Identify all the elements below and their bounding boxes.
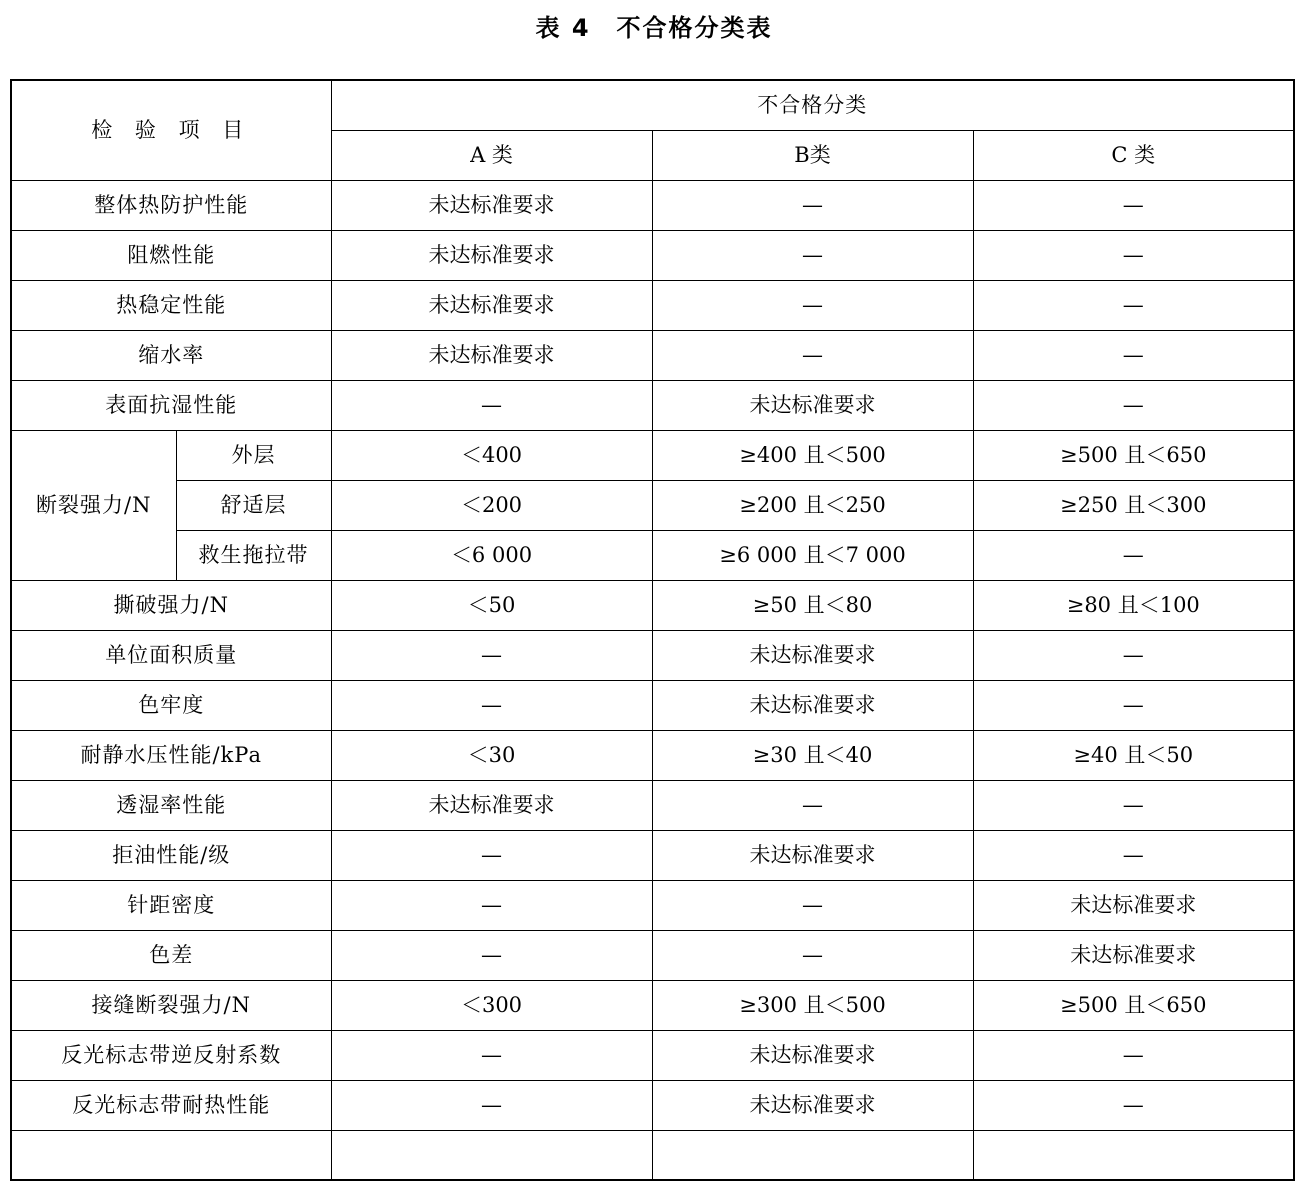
cell-class-a: ＜6 000	[331, 530, 652, 580]
cell-class-b: —	[652, 280, 973, 330]
cell-class-a: —	[331, 830, 652, 880]
cell-class-b: ≥200 且＜250	[652, 480, 973, 530]
cell-class-b	[652, 1130, 973, 1180]
row-item: 缩水率	[11, 330, 331, 380]
cell-class-c: —	[973, 330, 1294, 380]
table-row	[11, 1080, 1294, 1130]
cell-class-a: —	[331, 930, 652, 980]
row-item: 撕破强力/N	[11, 580, 331, 630]
row-item: 接缝断裂强力/N	[11, 980, 331, 1030]
table-row	[11, 330, 1294, 380]
cell-class-a: —	[331, 630, 652, 680]
cell-class-a: ＜400	[331, 430, 652, 480]
header-item: 检 验 项 目	[11, 80, 331, 180]
table-row	[11, 1130, 1294, 1180]
cell-class-b: ≥300 且＜500	[652, 980, 973, 1030]
cell-class-b: —	[652, 780, 973, 830]
row-item: 整体热防护性能	[11, 180, 331, 230]
table-row	[11, 280, 1294, 330]
cell-class-b: 未达标准要求	[652, 630, 973, 680]
cell-class-a: 未达标准要求	[331, 280, 652, 330]
header-category: 不合格分类	[331, 80, 1294, 130]
row-item: 色牢度	[11, 680, 331, 730]
cell-class-c: —	[973, 680, 1294, 730]
cell-class-b: —	[652, 330, 973, 380]
cell-class-b: —	[652, 230, 973, 280]
table-row	[11, 630, 1294, 680]
cell-class-b: ≥50 且＜80	[652, 580, 973, 630]
table-row	[11, 180, 1294, 230]
header-class-c: C 类	[973, 130, 1294, 180]
table-row	[11, 1030, 1294, 1080]
table-row	[11, 730, 1294, 780]
cell-class-b: ≥30 且＜40	[652, 730, 973, 780]
cell-class-a: 未达标准要求	[331, 230, 652, 280]
row-item: 针距密度	[11, 880, 331, 930]
cell-class-c: ≥500 且＜650	[973, 430, 1294, 480]
table-row	[11, 980, 1294, 1030]
cell-class-a: —	[331, 680, 652, 730]
cell-class-c: ≥250 且＜300	[973, 480, 1294, 530]
cell-class-a: ＜300	[331, 980, 652, 1030]
row-item: 耐静水压性能/kPa	[11, 730, 331, 780]
cell-class-c: —	[973, 230, 1294, 280]
cell-class-a: —	[331, 1030, 652, 1080]
header-row-1	[11, 80, 1294, 130]
cell-class-c: ≥500 且＜650	[973, 980, 1294, 1030]
cell-class-c	[973, 1130, 1294, 1180]
nonconformity-classification-table	[10, 79, 1295, 1181]
cell-class-b: —	[652, 180, 973, 230]
table-row	[11, 780, 1294, 830]
cell-class-a: —	[331, 1080, 652, 1130]
cell-class-b: ≥6 000 且＜7 000	[652, 530, 973, 580]
table-row	[11, 680, 1294, 730]
sub-row-item: 舒适层	[176, 480, 331, 530]
cell-class-c: —	[973, 1030, 1294, 1080]
group-label-breaking-strength: 断裂强力/N	[11, 430, 176, 580]
cell-class-c: 未达标准要求	[973, 930, 1294, 980]
cell-class-b: 未达标准要求	[652, 1080, 973, 1130]
table-row	[11, 830, 1294, 880]
row-item: 透湿率性能	[11, 780, 331, 830]
sub-row-item: 救生拖拉带	[176, 530, 331, 580]
cell-class-a: 未达标准要求	[331, 780, 652, 830]
row-item: 色差	[11, 930, 331, 980]
row-item: 表面抗湿性能	[11, 380, 331, 430]
cell-class-c: —	[973, 1080, 1294, 1130]
table-row	[11, 880, 1294, 930]
row-item: 反光标志带逆反射系数	[11, 1030, 331, 1080]
cell-class-a: —	[331, 880, 652, 930]
cell-class-c: —	[973, 380, 1294, 430]
cell-class-a: ＜30	[331, 730, 652, 780]
cell-class-a: —	[331, 380, 652, 430]
table-row	[11, 480, 1294, 530]
cell-class-b: 未达标准要求	[652, 830, 973, 880]
cell-class-b: 未达标准要求	[652, 680, 973, 730]
cell-class-c: 未达标准要求	[973, 880, 1294, 930]
table-row	[11, 380, 1294, 430]
cell-class-a: ＜50	[331, 580, 652, 630]
cell-class-c: —	[973, 530, 1294, 580]
row-item: 单位面积质量	[11, 630, 331, 680]
cell-class-a	[331, 1130, 652, 1180]
cell-class-a: ＜200	[331, 480, 652, 530]
cell-class-b: 未达标准要求	[652, 1030, 973, 1080]
row-item: 热稳定性能	[11, 280, 331, 330]
header-class-a: A 类	[331, 130, 652, 180]
table-row	[11, 930, 1294, 980]
table-row	[11, 230, 1294, 280]
row-item: 反光标志带耐热性能	[11, 1080, 331, 1130]
row-item: 阻燃性能	[11, 230, 331, 280]
cell-class-c: —	[973, 630, 1294, 680]
sub-row-item: 外层	[176, 430, 331, 480]
table-row	[11, 580, 1294, 630]
cell-class-c: —	[973, 780, 1294, 830]
cell-class-c: —	[973, 280, 1294, 330]
table-row	[11, 430, 1294, 480]
cell-class-b: —	[652, 930, 973, 980]
cell-class-b: ≥400 且＜500	[652, 430, 973, 480]
cell-class-a: 未达标准要求	[331, 180, 652, 230]
row-item: 拒油性能/级	[11, 830, 331, 880]
cell-class-c: —	[973, 180, 1294, 230]
cell-class-a: 未达标准要求	[331, 330, 652, 380]
row-item	[11, 1130, 331, 1180]
cell-class-c: —	[973, 830, 1294, 880]
table-title: 表 4 不合格分类表	[535, 14, 773, 42]
cell-class-c: ≥80 且＜100	[973, 580, 1294, 630]
cell-class-c: ≥40 且＜50	[973, 730, 1294, 780]
cell-class-b: 未达标准要求	[652, 380, 973, 430]
table-row	[11, 530, 1294, 580]
cell-class-b: —	[652, 880, 973, 930]
header-class-b: B类	[652, 130, 973, 180]
